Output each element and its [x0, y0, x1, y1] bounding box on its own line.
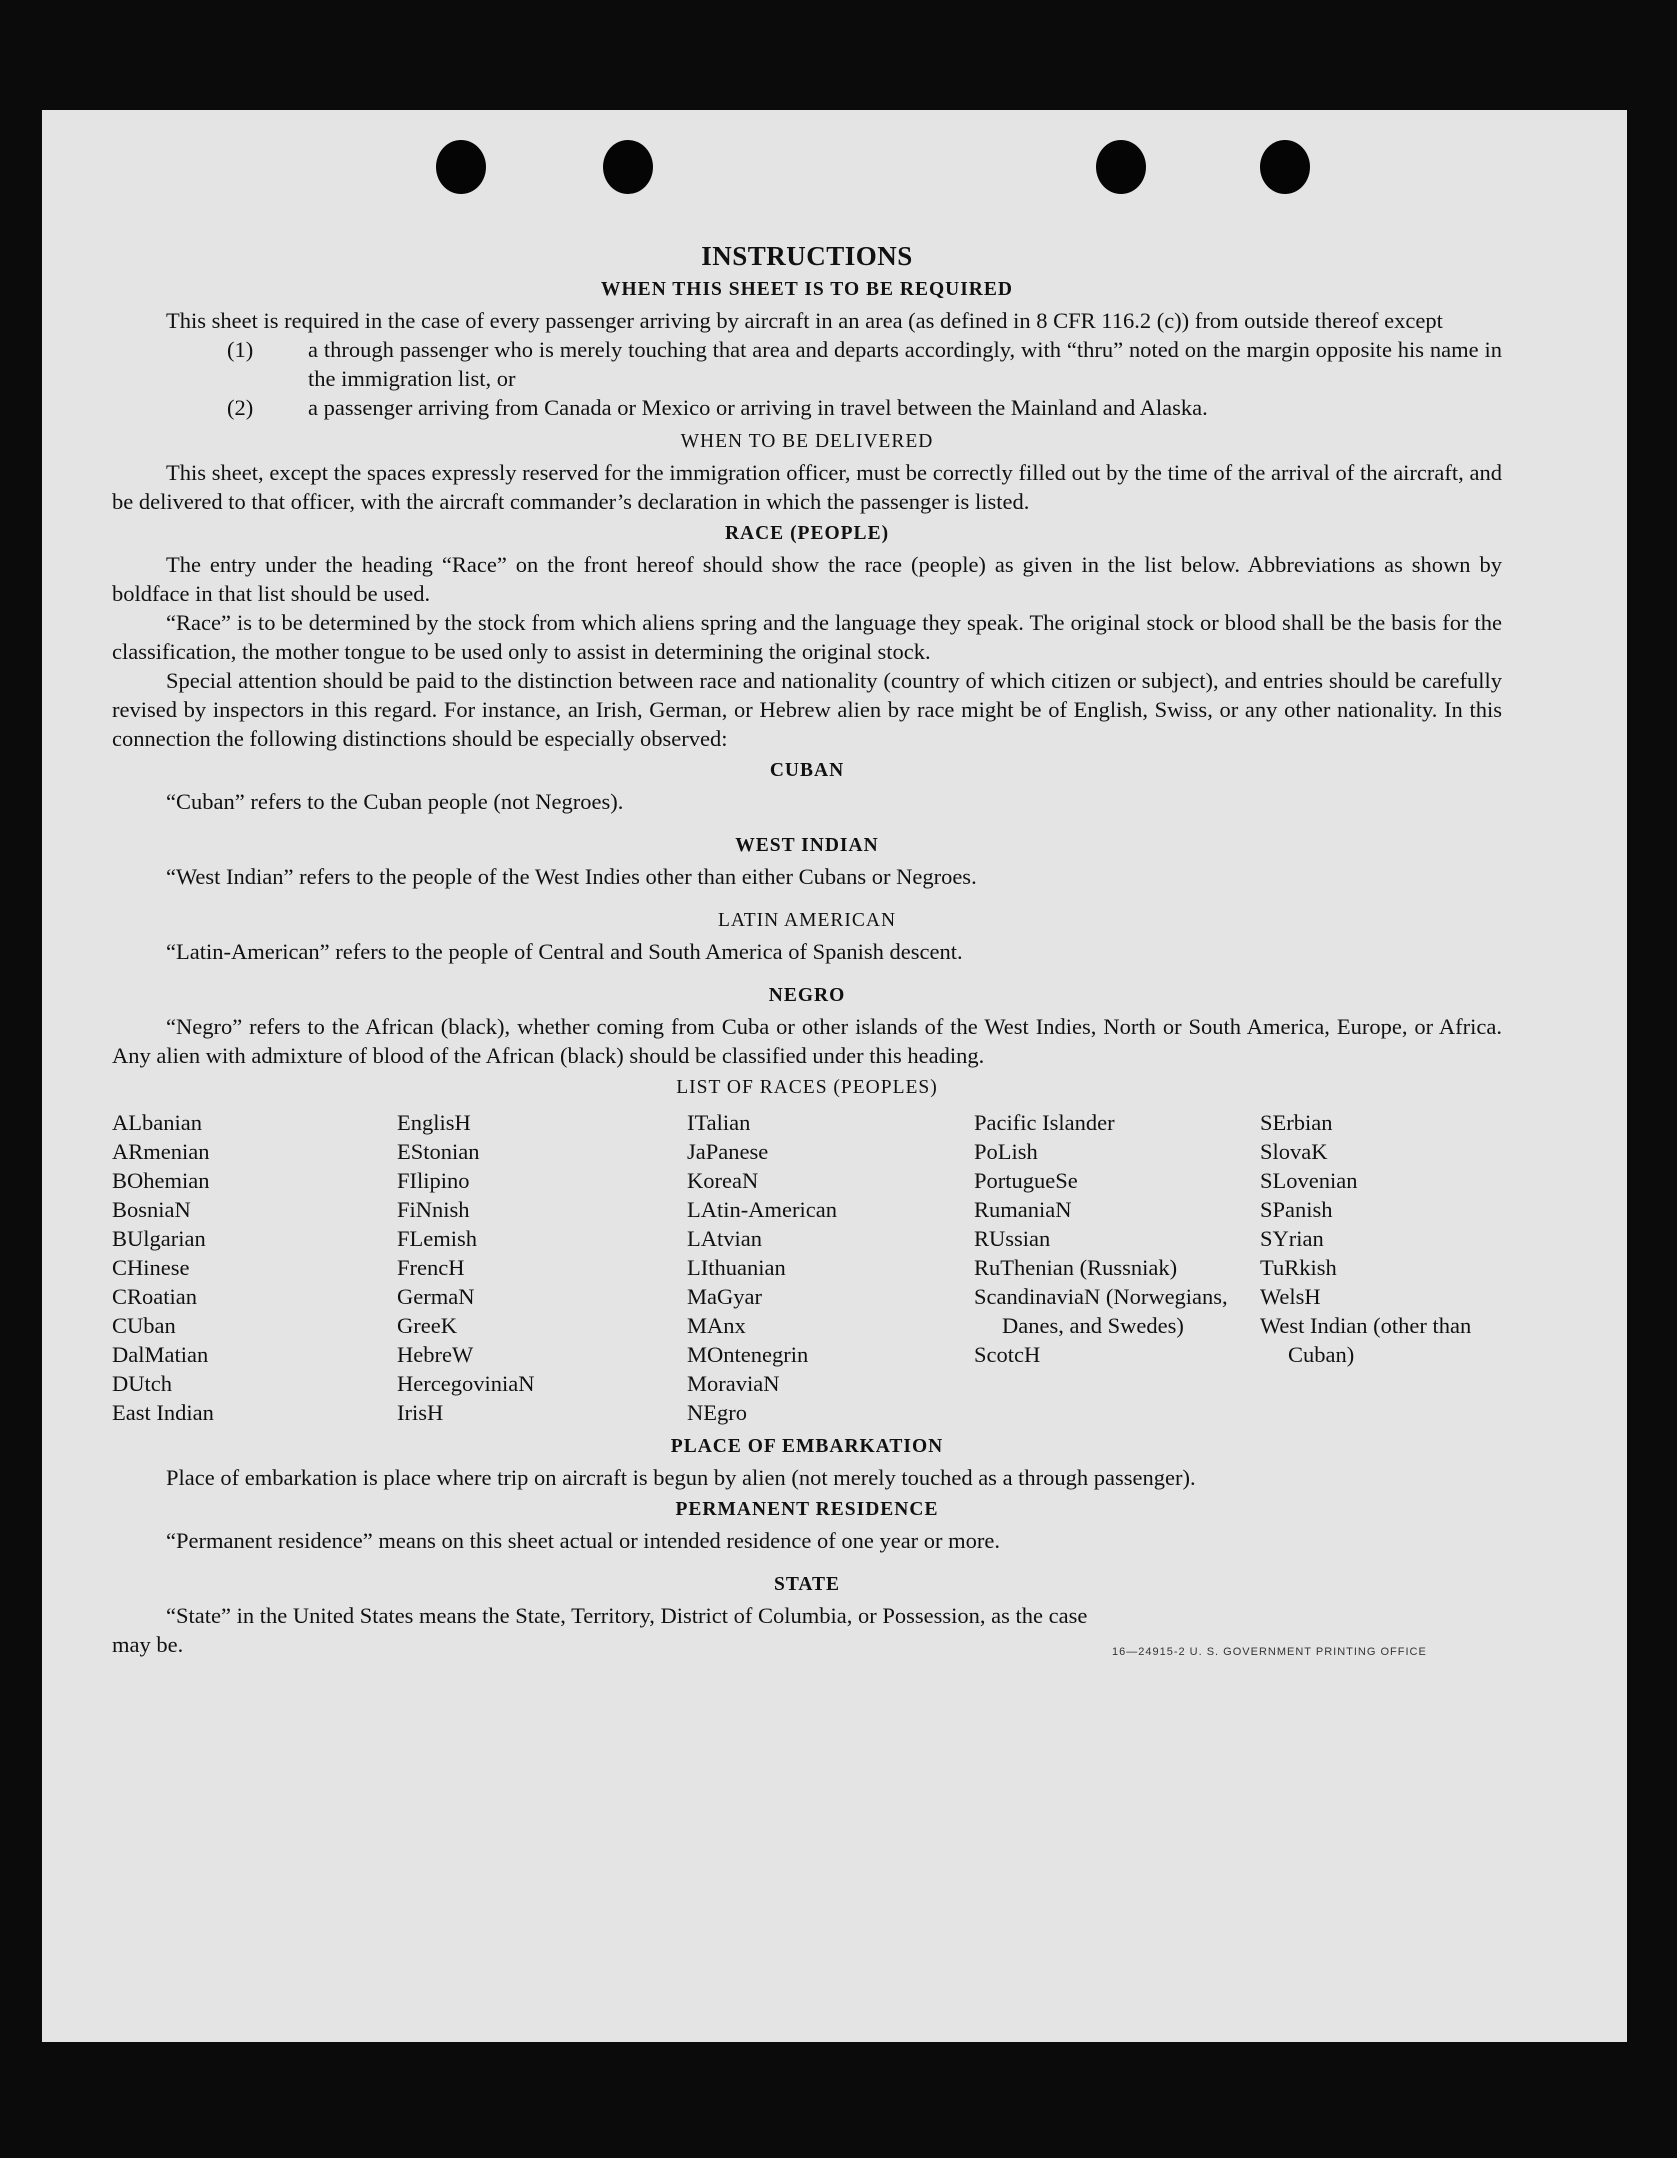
document-page [42, 110, 1627, 2042]
section-heading-embarkation: PLACE OF EMBARKATION [670, 1436, 944, 1457]
punch-hole [436, 140, 486, 194]
race-entry: EnglisH [397, 1110, 471, 1135]
race-entry: CUban [112, 1313, 176, 1338]
race-entry: RUssian [974, 1226, 1051, 1251]
race-entry: Pacific Islander [974, 1110, 1115, 1135]
race-entry: SlovaK [1260, 1139, 1328, 1164]
section-heading-latin-american: LATIN AMERICAN [717, 910, 897, 931]
race-entry: BUlgarian [112, 1226, 206, 1251]
race-entry: SErbian [1260, 1110, 1333, 1135]
delivered-paragraph: This sheet, except the spaces expressly reserved for the immigration officer, must be correctly filled out by the time of the arrival of the aircraft, and be delivered to that officer, with the aircraft commander’s declaration in which the passenger is listed. [112, 460, 1502, 514]
race-entry: NEgro [687, 1400, 747, 1425]
race-entry: IrisH [397, 1400, 444, 1425]
negro-definition: “Negro” refers to the African (black), whether coming from Cuba or other islands of the West Indies, North or South America, Europe, or Africa. Any alien with admixture of blood of the African (black) should be classified under this heading. [112, 1014, 1502, 1068]
race-entry: WelsH [1260, 1284, 1321, 1309]
cuban-definition: “Cuban” refers to the Cuban people (not Negroes). [166, 789, 624, 814]
races-column [974, 1108, 1260, 1427]
race-entry: MaGyar [687, 1284, 762, 1309]
race-entry: LIthuanian [687, 1255, 786, 1280]
race-entry: DUtch [112, 1371, 172, 1396]
race-entry: FLemish [397, 1226, 478, 1251]
section-heading-state: STATE [773, 1574, 841, 1595]
race-entry: SYrian [1260, 1226, 1324, 1251]
race-entry: EStonian [397, 1139, 480, 1164]
race-entry: MAnx [687, 1313, 746, 1338]
section-heading-residence: PERMANENT RESIDENCE [675, 1499, 939, 1520]
section-heading-required: WHEN THIS SHEET IS TO BE REQUIRED [601, 279, 1013, 300]
exception-text: a through passenger who is merely touching that area and departs accordingly, with “thru” noted on the margin opposite his name in the immigration list, or [308, 337, 1502, 391]
race-paragraph-3: Special attention should be paid to the distinction between race and nationality (country of which citizen or subject), and entries should be carefully revised by inspectors in this regard. For instance, an Irish, German, or Hebrew alien by race might be of English, Swiss, or any other nationality. In this connection the following distinctions should be especially observed: [112, 668, 1502, 751]
exception-number: (1) [227, 337, 254, 362]
exception-item [112, 335, 1502, 393]
printing-office-code: 16—24915-2 U. S. GOVERNMENT PRINTING OFFICE [1112, 1646, 1427, 1658]
exception-number: (2) [227, 395, 254, 420]
race-entry: CHinese [112, 1255, 190, 1280]
section-heading-races-list: LIST OF RACES (PEOPLES) [676, 1077, 938, 1098]
race-entry: FIlipino [397, 1168, 470, 1193]
race-entry: RumaniaN [974, 1197, 1072, 1222]
races-list [112, 1108, 1502, 1427]
race-entry: CRoatian [112, 1284, 197, 1309]
embarkation-definition: Place of embarkation is place where trip on aircraft is begun by alien (not merely touched as a through passenger). [166, 1465, 1196, 1490]
page-title: INSTRUCTIONS [701, 241, 913, 271]
exception-text: a passenger arriving from Canada or Mexico or arriving in travel between the Mainland and Alaska. [308, 395, 1208, 420]
race-entry: ITalian [687, 1110, 751, 1135]
race-entry: PortugueSe [974, 1168, 1078, 1193]
section-heading-negro: NEGRO [768, 985, 846, 1006]
race-entry: BosniaN [112, 1197, 191, 1222]
race-entry: FiNnish [397, 1197, 470, 1222]
required-paragraph: This sheet is required in the case of every passenger arriving by aircraft in an area (as defined in 8 CFR 116.2 (c)) from outside thereof except [166, 308, 1443, 333]
race-entry: PoLish [974, 1139, 1038, 1164]
race-entry: GermaN [397, 1284, 475, 1309]
race-entry: West Indian (other than Cuban) [1260, 1313, 1472, 1367]
state-definition-end: may be. [112, 1632, 184, 1657]
race-entry: RuThenian (Russniak) [974, 1255, 1178, 1280]
race-entry: SPanish [1260, 1197, 1333, 1222]
section-heading-west-indian: WEST INDIAN [735, 835, 879, 856]
race-paragraph-1: The entry under the heading “Race” on the front hereof should show the race (people) as given in the list below. Abbreviations as shown by boldface in that list should be used. [112, 552, 1502, 606]
race-paragraph-2: “Race” is to be determined by the stock from which aliens spring and the language they speak. The original stock or blood shall be the basis for the classification, the mother tongue to be used only to assist in determining the original stock. [112, 610, 1502, 664]
residence-definition: “Permanent residence” means on this sheet actual or intended residence of one year or more. [166, 1528, 1001, 1553]
races-column [397, 1108, 687, 1427]
race-entry: TuRkish [1260, 1255, 1337, 1280]
race-entry: GreeK [397, 1313, 457, 1338]
races-column [1260, 1108, 1502, 1427]
race-entry: LAtin-American [687, 1197, 837, 1222]
race-entry: HebreW [397, 1342, 474, 1367]
race-entry: MOntenegrin [687, 1342, 809, 1367]
race-entry: MoraviaN [687, 1371, 780, 1396]
race-entry: FrencH [397, 1255, 465, 1280]
section-heading-race: RACE (PEOPLE) [724, 523, 890, 544]
west-indian-definition: “West Indian” refers to the people of the West Indies other than either Cubans or Negroes. [166, 864, 977, 889]
race-entry: HercegoviniaN [397, 1371, 535, 1396]
race-entry: JaPanese [687, 1139, 769, 1164]
race-entry: LAtvian [687, 1226, 762, 1251]
race-entry: East Indian [112, 1400, 214, 1425]
race-entry: ScotcH [974, 1342, 1041, 1367]
race-entry: BOhemian [112, 1168, 210, 1193]
race-entry: KoreaN [687, 1168, 759, 1193]
races-column [112, 1108, 397, 1427]
latin-american-definition: “Latin-American” refers to the people of Central and South America of Spanish descent. [166, 939, 963, 964]
race-entry: ALbanian [112, 1110, 202, 1135]
instructions-content [112, 240, 1502, 1660]
race-entry: ScandinaviaN (Norwegians, Danes, and Swedes) [974, 1284, 1228, 1338]
race-entry: ARmenian [112, 1139, 210, 1164]
race-entry: DalMatian [112, 1342, 209, 1367]
punch-hole [603, 140, 653, 194]
state-definition: “State” in the United States means the State, Territory, District of Columbia, or Possession, as the case [166, 1603, 1088, 1628]
page-footer [112, 1630, 1502, 1660]
exception-item [112, 393, 1502, 422]
section-heading-cuban: CUBAN [769, 760, 845, 781]
races-column [687, 1108, 974, 1427]
section-heading-delivered: WHEN TO BE DELIVERED [680, 431, 934, 452]
punch-hole [1096, 140, 1146, 194]
race-entry: SLovenian [1260, 1168, 1358, 1193]
punch-hole [1260, 140, 1310, 194]
